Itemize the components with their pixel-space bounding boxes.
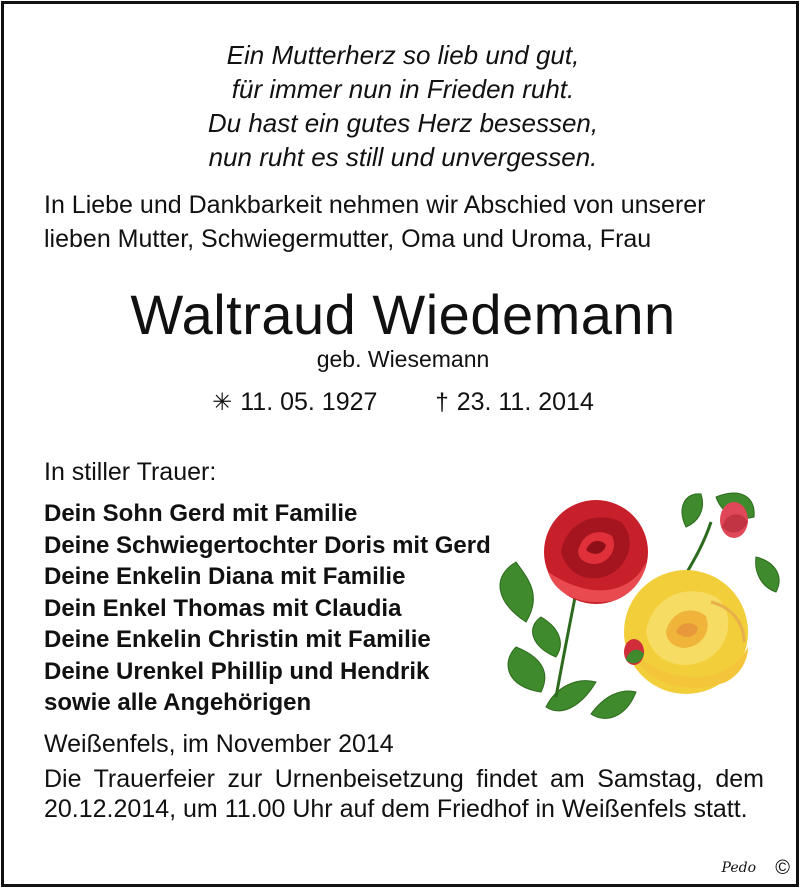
- intro-text: [44, 188, 784, 256]
- life-dates: [4, 385, 800, 420]
- poem-line: nun ruht es still und unvergessen.: [208, 142, 598, 172]
- poem-line: für immer nun in Frieden ruht.: [231, 74, 575, 104]
- birth-date: 11. 05. 1927: [240, 388, 378, 416]
- death-date: 23. 11. 2014: [456, 388, 594, 416]
- mourner-item: sowie alle Angehörigen: [44, 689, 312, 716]
- mourning-label: In stiller Trauer:: [44, 458, 217, 486]
- mourner-item: Deine Schwiegertochter Doris mit Gerd: [44, 531, 491, 559]
- mourner-item: Dein Sohn Gerd mit Familie: [44, 500, 358, 527]
- birth-name: geb. Wiesemann: [316, 346, 490, 372]
- poem-line: Ein Mutterherz so lieb und gut,: [226, 40, 580, 70]
- obituary-notice: [1, 1, 799, 887]
- place-and-date: Weißenfels, im November 2014: [44, 730, 394, 758]
- deceased-name: Waltraud Wiedemann: [130, 283, 676, 346]
- mourners-list: [44, 498, 491, 719]
- intro-line: In Liebe und Dankbarkeit nehmen wir Abschied von unserer: [44, 191, 706, 219]
- poem-line: Du hast ein gutes Herz besessen,: [207, 108, 599, 138]
- mourner-item: Deine Enkelin Christin mit Familie: [44, 626, 431, 653]
- copyright-icon: ©: [775, 857, 790, 879]
- mourner-item: Deine Urenkel Phillip und Hendrik: [44, 657, 430, 685]
- ceremony-notice: Die Trauerfeier zur Urnenbeisetzung findet am Samstag, dem 20.12.2014, um 11.00 Uhr auf dem Friedhof in Weißenfels statt.: [44, 765, 764, 823]
- intro-line: lieben Mutter, Schwiegermutter, Oma und Uroma, Frau: [44, 225, 652, 253]
- death-cross-icon: †: [435, 389, 449, 416]
- roses-bouquet-icon: [486, 482, 786, 727]
- mourner-item: Deine Enkelin Diana mit Familie: [44, 563, 406, 590]
- mourner-item: Dein Enkel Thomas mit Claudia: [44, 594, 402, 622]
- birth-star-icon: ✳: [212, 389, 233, 416]
- signature: Pedo: [721, 860, 756, 876]
- poem: [4, 38, 800, 174]
